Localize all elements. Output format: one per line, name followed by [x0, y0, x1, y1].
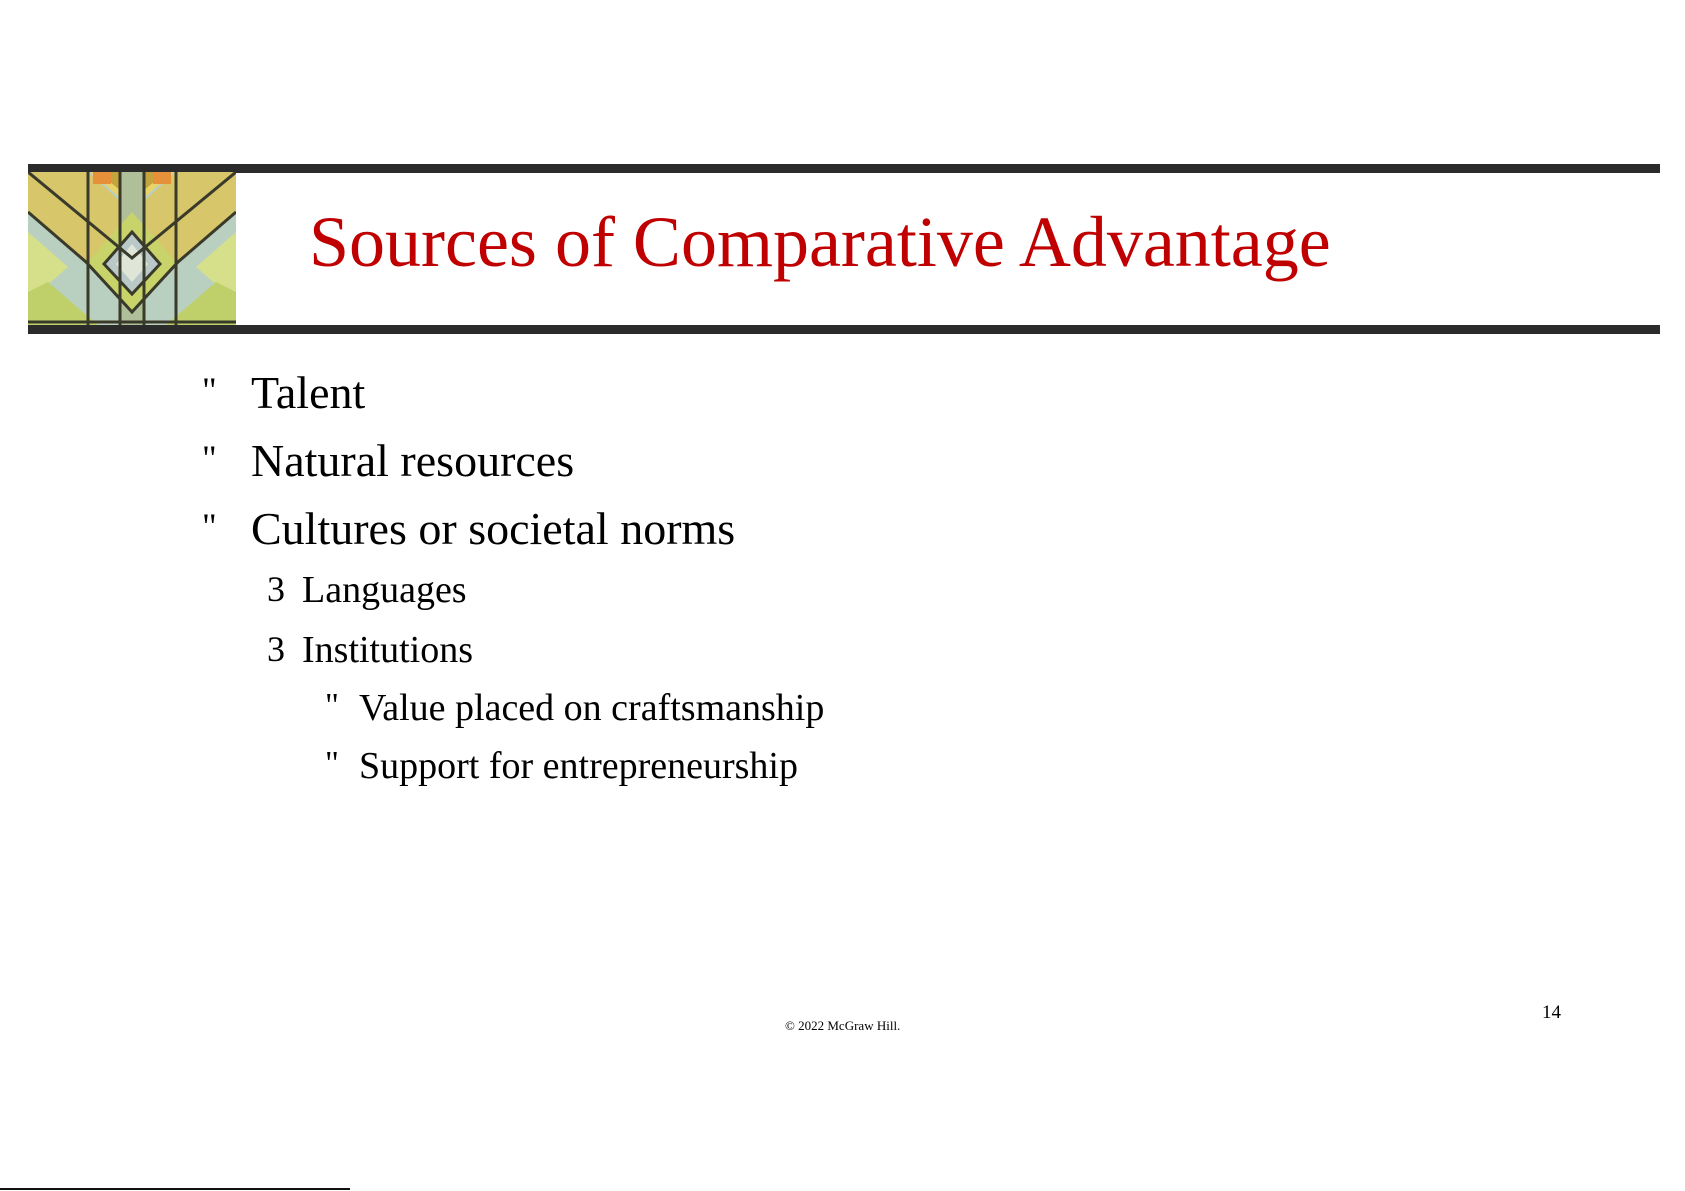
bullet-text: Cultures or societal norms — [251, 503, 736, 554]
sub-bullet-item — [267, 569, 467, 611]
bullet-marker: " — [202, 370, 217, 410]
sub-bullet-text: Languages — [302, 569, 467, 611]
bullet-marker: " — [202, 438, 217, 478]
header-top-rule — [28, 164, 1660, 173]
bullet-text: Talent — [251, 367, 366, 418]
header-bottom-rule — [28, 325, 1660, 334]
sub-sub-bullet-text: Support for entrepreneurship — [359, 745, 798, 787]
sub-sub-bullet-item — [325, 687, 825, 729]
sub-sub-bullet-marker: " — [325, 687, 339, 724]
sub-sub-bullet-item — [325, 745, 798, 787]
slide-title: Sources of Comparative Advantage — [309, 202, 1331, 282]
sub-bullet-marker: 3 — [267, 569, 285, 609]
bottom-divider — [0, 1188, 350, 1190]
bullet-marker: " — [202, 506, 217, 546]
stained-glass-decoration-icon — [28, 172, 236, 325]
sub-bullet-text: Institutions — [302, 629, 474, 671]
sub-bullet-item — [267, 629, 474, 671]
sub-sub-bullet-marker: " — [325, 745, 339, 782]
sub-sub-bullet-text: Value placed on craftsmanship — [359, 687, 825, 729]
bullet-item — [202, 367, 366, 418]
sub-bullet-marker: 3 — [267, 629, 285, 669]
bullet-item — [202, 503, 736, 554]
bullet-text: Natural resources — [251, 435, 575, 486]
bullet-item — [202, 435, 575, 486]
page-number: 14 — [1542, 1002, 1561, 1023]
copyright-footer: © 2022 McGraw Hill. — [785, 1018, 901, 1033]
